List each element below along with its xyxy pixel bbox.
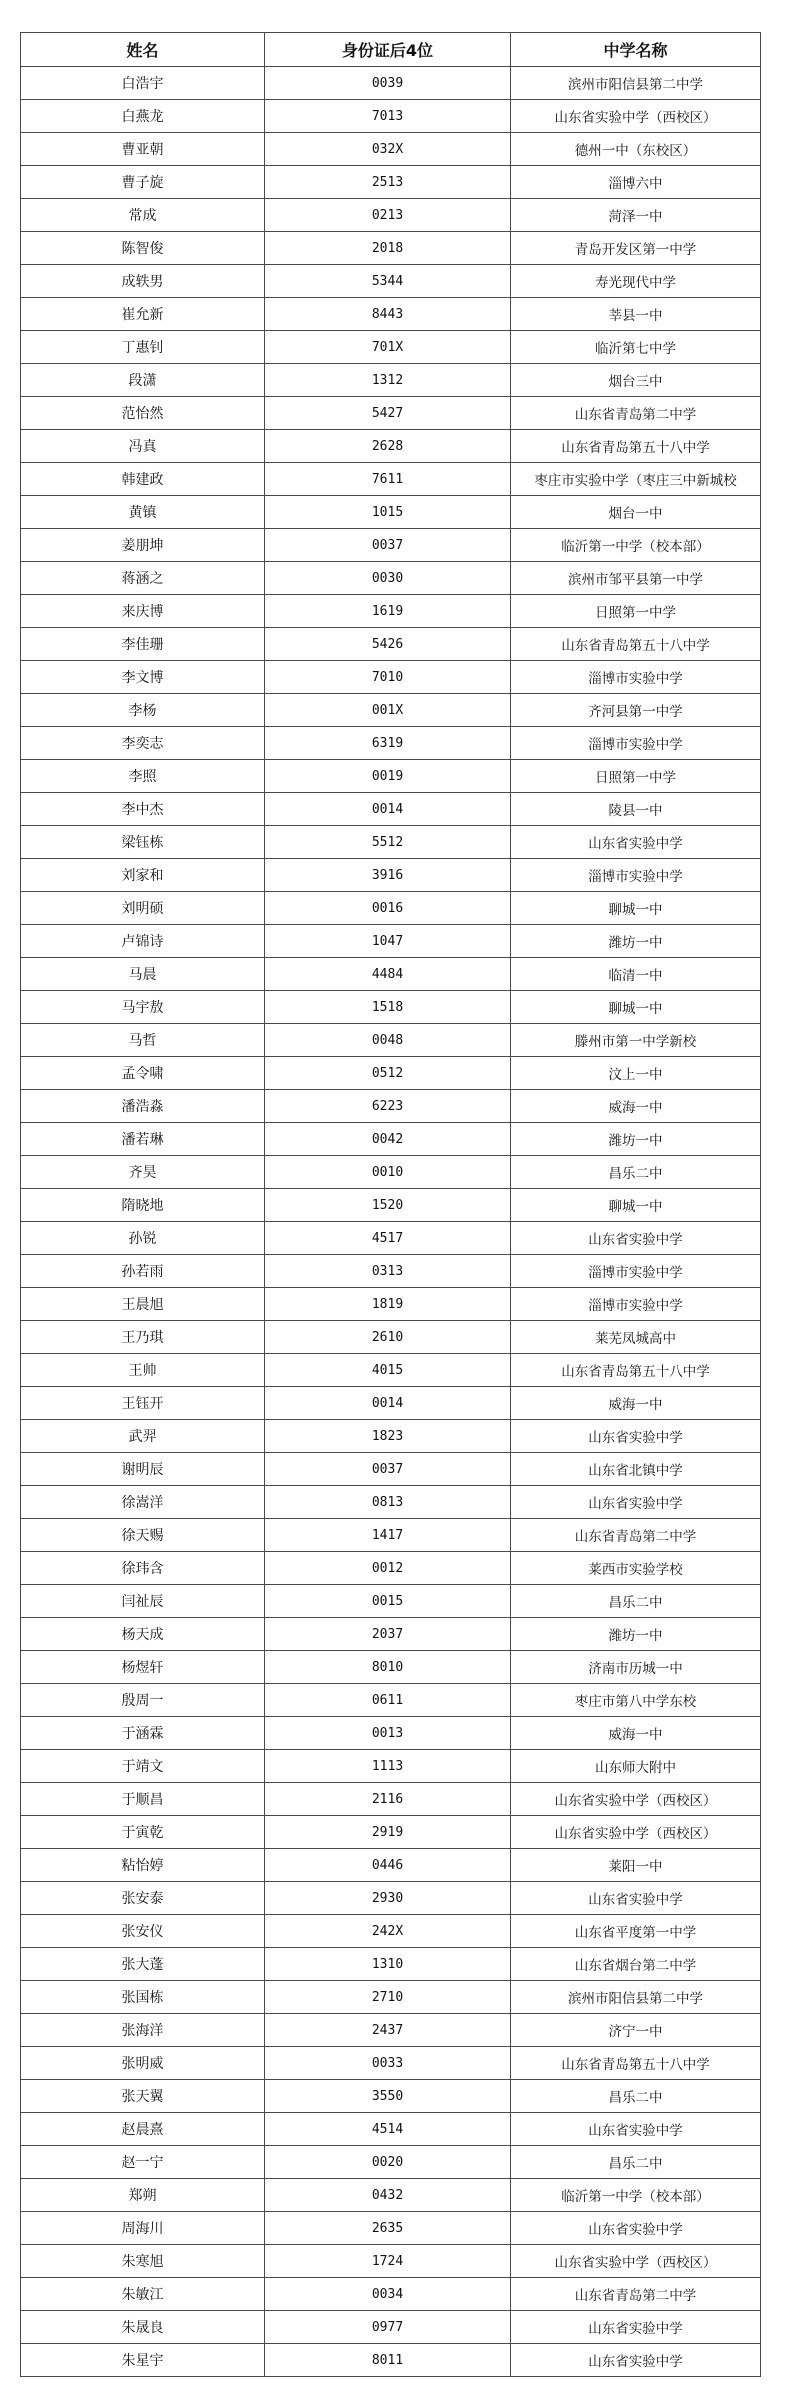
cell-id-last4: 0034 — [265, 2278, 511, 2311]
header-name: 姓名 — [21, 33, 265, 67]
cell-name: 潘浩淼 — [21, 1090, 265, 1123]
cell-id-last4: 1015 — [265, 496, 511, 529]
cell-name: 朱寒旭 — [21, 2245, 265, 2278]
table-row — [21, 1255, 761, 1288]
cell-school: 山东省平度第一中学 — [511, 1915, 761, 1948]
table-body — [21, 67, 761, 2377]
cell-id-last4: 0977 — [265, 2311, 511, 2344]
cell-id-last4: 1520 — [265, 1189, 511, 1222]
cell-id-last4: 0432 — [265, 2179, 511, 2212]
student-table — [20, 32, 761, 2377]
cell-school: 淄博市实验中学 — [511, 727, 761, 760]
cell-name: 于寅乾 — [21, 1816, 265, 1849]
cell-id-last4: 0446 — [265, 1849, 511, 1882]
cell-id-last4: 1819 — [265, 1288, 511, 1321]
table-row — [21, 1453, 761, 1486]
cell-name: 张天翼 — [21, 2080, 265, 2113]
cell-id-last4: 2919 — [265, 1816, 511, 1849]
table-row — [21, 1750, 761, 1783]
table-row — [21, 100, 761, 133]
cell-school: 山东省实验中学 — [511, 1222, 761, 1255]
table-row — [21, 1354, 761, 1387]
cell-id-last4: 0016 — [265, 892, 511, 925]
cell-name: 刘明硕 — [21, 892, 265, 925]
cell-school: 山东省青岛第五十八中学 — [511, 2047, 761, 2080]
cell-id-last4: 5512 — [265, 826, 511, 859]
cell-name: 李照 — [21, 760, 265, 793]
table-row — [21, 1387, 761, 1420]
cell-name: 马晨 — [21, 958, 265, 991]
cell-school: 寿光现代中学 — [511, 265, 761, 298]
cell-school: 枣庄市第八中学东校 — [511, 1684, 761, 1717]
cell-school: 聊城一中 — [511, 991, 761, 1024]
table-row — [21, 463, 761, 496]
table-row — [21, 1090, 761, 1123]
table-row — [21, 628, 761, 661]
cell-name: 成轶男 — [21, 265, 265, 298]
table-row — [21, 1321, 761, 1354]
cell-school: 枣庄市实验中学（枣庄三中新城校 — [511, 463, 761, 496]
cell-name: 李奕志 — [21, 727, 265, 760]
cell-id-last4: 0012 — [265, 1552, 511, 1585]
cell-school: 德州一中（东校区） — [511, 133, 761, 166]
table-row — [21, 2278, 761, 2311]
cell-name: 李文博 — [21, 661, 265, 694]
cell-name: 郑朔 — [21, 2179, 265, 2212]
cell-school: 山东省实验中学 — [511, 2212, 761, 2245]
cell-id-last4: 0030 — [265, 562, 511, 595]
table-row — [21, 1684, 761, 1717]
cell-name: 张海洋 — [21, 2014, 265, 2047]
cell-school: 临沂第一中学（校本部） — [511, 529, 761, 562]
cell-school: 陵县一中 — [511, 793, 761, 826]
cell-name: 王帅 — [21, 1354, 265, 1387]
table-row — [21, 430, 761, 463]
cell-school: 山东省实验中学 — [511, 2113, 761, 2146]
table-row — [21, 694, 761, 727]
cell-school: 莱西市实验学校 — [511, 1552, 761, 1585]
table-row — [21, 2080, 761, 2113]
cell-school: 汶上一中 — [511, 1057, 761, 1090]
cell-id-last4: 2116 — [265, 1783, 511, 1816]
table-row — [21, 991, 761, 1024]
cell-school: 青岛开发区第一中学 — [511, 232, 761, 265]
cell-name: 李杨 — [21, 694, 265, 727]
cell-id-last4: 0039 — [265, 67, 511, 100]
cell-name: 闫祉辰 — [21, 1585, 265, 1618]
cell-name: 丁惠钊 — [21, 331, 265, 364]
cell-id-last4: 0213 — [265, 199, 511, 232]
table-row — [21, 2311, 761, 2344]
cell-school: 山东省实验中学（西校区） — [511, 1783, 761, 1816]
table-row — [21, 1618, 761, 1651]
cell-school: 昌乐二中 — [511, 2080, 761, 2113]
cell-name: 来庆博 — [21, 595, 265, 628]
cell-school: 济南市历城一中 — [511, 1651, 761, 1684]
cell-school: 山东省青岛第五十八中学 — [511, 430, 761, 463]
cell-school: 山东省青岛第二中学 — [511, 2278, 761, 2311]
cell-name: 曹亚朝 — [21, 133, 265, 166]
cell-id-last4: 0512 — [265, 1057, 511, 1090]
cell-name: 杨天成 — [21, 1618, 265, 1651]
table-row — [21, 1783, 761, 1816]
table-row — [21, 958, 761, 991]
cell-id-last4: 001X — [265, 694, 511, 727]
cell-school: 淄博市实验中学 — [511, 859, 761, 892]
cell-school: 山东省烟台第二中学 — [511, 1948, 761, 1981]
cell-school: 日照第一中学 — [511, 595, 761, 628]
cell-id-last4: 2635 — [265, 2212, 511, 2245]
table-row — [21, 1882, 761, 1915]
cell-name: 于顺昌 — [21, 1783, 265, 1816]
cell-id-last4: 7010 — [265, 661, 511, 694]
cell-id-last4: 1518 — [265, 991, 511, 1024]
cell-school: 淄博六中 — [511, 166, 761, 199]
cell-name: 崔允新 — [21, 298, 265, 331]
cell-school: 山东省青岛第五十八中学 — [511, 1354, 761, 1387]
cell-school: 山东省实验中学（西校区） — [511, 100, 761, 133]
cell-name: 白浩宇 — [21, 67, 265, 100]
cell-school: 山东省实验中学（西校区） — [511, 1816, 761, 1849]
table-row — [21, 2344, 761, 2377]
header-id-last4: 身份证后4位 — [265, 33, 511, 67]
cell-id-last4: 032X — [265, 133, 511, 166]
cell-name: 徐天赐 — [21, 1519, 265, 1552]
table-row — [21, 133, 761, 166]
table-row — [21, 826, 761, 859]
cell-id-last4: 2610 — [265, 1321, 511, 1354]
cell-id-last4: 2513 — [265, 166, 511, 199]
cell-id-last4: 0019 — [265, 760, 511, 793]
cell-id-last4: 0037 — [265, 1453, 511, 1486]
table-row — [21, 2146, 761, 2179]
cell-id-last4: 5427 — [265, 397, 511, 430]
cell-id-last4: 0611 — [265, 1684, 511, 1717]
cell-name: 常成 — [21, 199, 265, 232]
table-row — [21, 2179, 761, 2212]
cell-id-last4: 1724 — [265, 2245, 511, 2278]
cell-id-last4: 4484 — [265, 958, 511, 991]
cell-id-last4: 701X — [265, 331, 511, 364]
cell-id-last4: 4517 — [265, 1222, 511, 1255]
cell-id-last4: 1619 — [265, 595, 511, 628]
cell-id-last4: 2710 — [265, 1981, 511, 2014]
table-row — [21, 595, 761, 628]
cell-school: 山东省实验中学 — [511, 2344, 761, 2377]
cell-school: 滕州市第一中学新校 — [511, 1024, 761, 1057]
table-row — [21, 2014, 761, 2047]
cell-id-last4: 0033 — [265, 2047, 511, 2080]
table-row — [21, 1123, 761, 1156]
table-row — [21, 232, 761, 265]
cell-id-last4: 6319 — [265, 727, 511, 760]
cell-name: 张安泰 — [21, 1882, 265, 1915]
cell-school: 山东省青岛第五十八中学 — [511, 628, 761, 661]
table-row — [21, 1222, 761, 1255]
table-row — [21, 1915, 761, 1948]
cell-id-last4: 0014 — [265, 1387, 511, 1420]
table-row — [21, 760, 761, 793]
cell-name: 赵晨熹 — [21, 2113, 265, 2146]
table-row — [21, 67, 761, 100]
cell-name: 张大蓬 — [21, 1948, 265, 1981]
cell-school: 山东省实验中学 — [511, 1882, 761, 1915]
cell-school: 威海一中 — [511, 1717, 761, 1750]
cell-name: 姜朋坤 — [21, 529, 265, 562]
cell-name: 梁钰栋 — [21, 826, 265, 859]
student-list-sheet — [20, 32, 760, 2377]
cell-id-last4: 1312 — [265, 364, 511, 397]
cell-name: 朱敏江 — [21, 2278, 265, 2311]
cell-school: 山东省实验中学 — [511, 2311, 761, 2344]
cell-id-last4: 0013 — [265, 1717, 511, 1750]
cell-id-last4: 0015 — [265, 1585, 511, 1618]
table-row — [21, 298, 761, 331]
table-row — [21, 364, 761, 397]
cell-name: 赵一宁 — [21, 2146, 265, 2179]
cell-id-last4: 4514 — [265, 2113, 511, 2146]
cell-id-last4: 5344 — [265, 265, 511, 298]
cell-name: 粘怡婷 — [21, 1849, 265, 1882]
cell-school: 烟台三中 — [511, 364, 761, 397]
table-row — [21, 166, 761, 199]
cell-id-last4: 2018 — [265, 232, 511, 265]
cell-name: 于靖文 — [21, 1750, 265, 1783]
cell-name: 王乃琪 — [21, 1321, 265, 1354]
cell-name: 曹子旋 — [21, 166, 265, 199]
table-row — [21, 2212, 761, 2245]
cell-id-last4: 242X — [265, 1915, 511, 1948]
cell-school: 菏泽一中 — [511, 199, 761, 232]
cell-school: 淄博市实验中学 — [511, 661, 761, 694]
table-header-row — [21, 33, 761, 67]
cell-school: 聊城一中 — [511, 1189, 761, 1222]
cell-id-last4: 0048 — [265, 1024, 511, 1057]
cell-school: 威海一中 — [511, 1387, 761, 1420]
table-row — [21, 925, 761, 958]
cell-name: 潘若琳 — [21, 1123, 265, 1156]
cell-school: 山东省实验中学 — [511, 826, 761, 859]
cell-id-last4: 0010 — [265, 1156, 511, 1189]
cell-name: 马哲 — [21, 1024, 265, 1057]
cell-name: 徐玮含 — [21, 1552, 265, 1585]
cell-id-last4: 1113 — [265, 1750, 511, 1783]
cell-name: 殷周一 — [21, 1684, 265, 1717]
cell-school: 临清一中 — [511, 958, 761, 991]
cell-name: 王晨旭 — [21, 1288, 265, 1321]
table-row — [21, 1024, 761, 1057]
cell-name: 杨煜轩 — [21, 1651, 265, 1684]
cell-school: 淄博市实验中学 — [511, 1288, 761, 1321]
cell-name: 孙若雨 — [21, 1255, 265, 1288]
cell-id-last4: 0313 — [265, 1255, 511, 1288]
table-row — [21, 1651, 761, 1684]
cell-school: 滨州市邹平县第一中学 — [511, 562, 761, 595]
cell-school: 日照第一中学 — [511, 760, 761, 793]
cell-id-last4: 1047 — [265, 925, 511, 958]
cell-name: 王钰开 — [21, 1387, 265, 1420]
cell-school: 临沂第七中学 — [511, 331, 761, 364]
cell-name: 谢明辰 — [21, 1453, 265, 1486]
cell-name: 韩建政 — [21, 463, 265, 496]
cell-id-last4: 8443 — [265, 298, 511, 331]
cell-name: 马宇敖 — [21, 991, 265, 1024]
table-row — [21, 1585, 761, 1618]
cell-school: 济宁一中 — [511, 2014, 761, 2047]
cell-school: 莱阳一中 — [511, 1849, 761, 1882]
table-row — [21, 1420, 761, 1453]
cell-name: 孟令啸 — [21, 1057, 265, 1090]
cell-id-last4: 1310 — [265, 1948, 511, 1981]
cell-school: 滨州市阳信县第二中学 — [511, 67, 761, 100]
cell-school: 山东省北镇中学 — [511, 1453, 761, 1486]
cell-name: 冯真 — [21, 430, 265, 463]
table-row — [21, 199, 761, 232]
cell-school: 山东省青岛第二中学 — [511, 397, 761, 430]
cell-school: 山东省实验中学（西校区） — [511, 2245, 761, 2278]
cell-school: 齐河县第一中学 — [511, 694, 761, 727]
table-row — [21, 331, 761, 364]
cell-school: 昌乐二中 — [511, 2146, 761, 2179]
cell-id-last4: 3550 — [265, 2080, 511, 2113]
cell-school: 山东省青岛第二中学 — [511, 1519, 761, 1552]
cell-name: 齐昊 — [21, 1156, 265, 1189]
cell-school: 昌乐二中 — [511, 1156, 761, 1189]
table-row — [21, 1981, 761, 2014]
cell-name: 李中杰 — [21, 793, 265, 826]
cell-id-last4: 1823 — [265, 1420, 511, 1453]
cell-id-last4: 7013 — [265, 100, 511, 133]
cell-school: 昌乐二中 — [511, 1585, 761, 1618]
cell-school: 淄博市实验中学 — [511, 1255, 761, 1288]
table-row — [21, 1189, 761, 1222]
cell-id-last4: 2628 — [265, 430, 511, 463]
cell-school: 烟台一中 — [511, 496, 761, 529]
table-row — [21, 1717, 761, 1750]
cell-id-last4: 0042 — [265, 1123, 511, 1156]
cell-name: 李佳珊 — [21, 628, 265, 661]
table-row — [21, 661, 761, 694]
cell-school: 滨州市阳信县第二中学 — [511, 1981, 761, 2014]
cell-name: 陈智俊 — [21, 232, 265, 265]
cell-name: 张明威 — [21, 2047, 265, 2080]
cell-id-last4: 2037 — [265, 1618, 511, 1651]
cell-name: 蒋涵之 — [21, 562, 265, 595]
table-row — [21, 727, 761, 760]
table-row — [21, 496, 761, 529]
table-row — [21, 1156, 761, 1189]
cell-school: 山东省实验中学 — [511, 1486, 761, 1519]
cell-name: 刘家和 — [21, 859, 265, 892]
cell-name: 朱晟良 — [21, 2311, 265, 2344]
cell-school: 莱芜凤城高中 — [511, 1321, 761, 1354]
cell-name: 张国栋 — [21, 1981, 265, 2014]
cell-id-last4: 8010 — [265, 1651, 511, 1684]
table-row — [21, 562, 761, 595]
cell-name: 白燕龙 — [21, 100, 265, 133]
cell-name: 朱星宇 — [21, 2344, 265, 2377]
table-row — [21, 397, 761, 430]
cell-school: 威海一中 — [511, 1090, 761, 1123]
table-row — [21, 1948, 761, 1981]
cell-name: 武羿 — [21, 1420, 265, 1453]
cell-id-last4: 3916 — [265, 859, 511, 892]
cell-id-last4: 7611 — [265, 463, 511, 496]
table-row — [21, 892, 761, 925]
cell-id-last4: 8011 — [265, 2344, 511, 2377]
table-row — [21, 1288, 761, 1321]
cell-name: 隋晓地 — [21, 1189, 265, 1222]
table-row — [21, 1057, 761, 1090]
cell-name: 黄镇 — [21, 496, 265, 529]
cell-name: 范怡然 — [21, 397, 265, 430]
cell-id-last4: 1417 — [265, 1519, 511, 1552]
cell-id-last4: 0037 — [265, 529, 511, 562]
cell-name: 周海川 — [21, 2212, 265, 2245]
header-school: 中学名称 — [511, 33, 761, 67]
cell-school: 临沂第一中学（校本部） — [511, 2179, 761, 2212]
cell-id-last4: 0813 — [265, 1486, 511, 1519]
cell-school: 潍坊一中 — [511, 1618, 761, 1651]
table-row — [21, 1816, 761, 1849]
table-row — [21, 265, 761, 298]
table-row — [21, 529, 761, 562]
cell-name: 徐嵩洋 — [21, 1486, 265, 1519]
cell-name: 张安仪 — [21, 1915, 265, 1948]
cell-id-last4: 2437 — [265, 2014, 511, 2047]
cell-id-last4: 4015 — [265, 1354, 511, 1387]
cell-school: 山东师大附中 — [511, 1750, 761, 1783]
table-row — [21, 2047, 761, 2080]
cell-id-last4: 0014 — [265, 793, 511, 826]
table-row — [21, 2113, 761, 2146]
cell-school: 莘县一中 — [511, 298, 761, 331]
cell-id-last4: 0020 — [265, 2146, 511, 2179]
cell-name: 段潇 — [21, 364, 265, 397]
table-row — [21, 1519, 761, 1552]
cell-id-last4: 2930 — [265, 1882, 511, 1915]
cell-school: 潍坊一中 — [511, 925, 761, 958]
cell-id-last4: 5426 — [265, 628, 511, 661]
table-row — [21, 1849, 761, 1882]
table-row — [21, 859, 761, 892]
cell-name: 于涵霖 — [21, 1717, 265, 1750]
table-row — [21, 1486, 761, 1519]
cell-id-last4: 6223 — [265, 1090, 511, 1123]
table-row — [21, 1552, 761, 1585]
cell-school: 潍坊一中 — [511, 1123, 761, 1156]
cell-name: 卢锦诗 — [21, 925, 265, 958]
cell-school: 山东省实验中学 — [511, 1420, 761, 1453]
table-row — [21, 2245, 761, 2278]
cell-name: 孙锐 — [21, 1222, 265, 1255]
table-row — [21, 793, 761, 826]
cell-school: 聊城一中 — [511, 892, 761, 925]
